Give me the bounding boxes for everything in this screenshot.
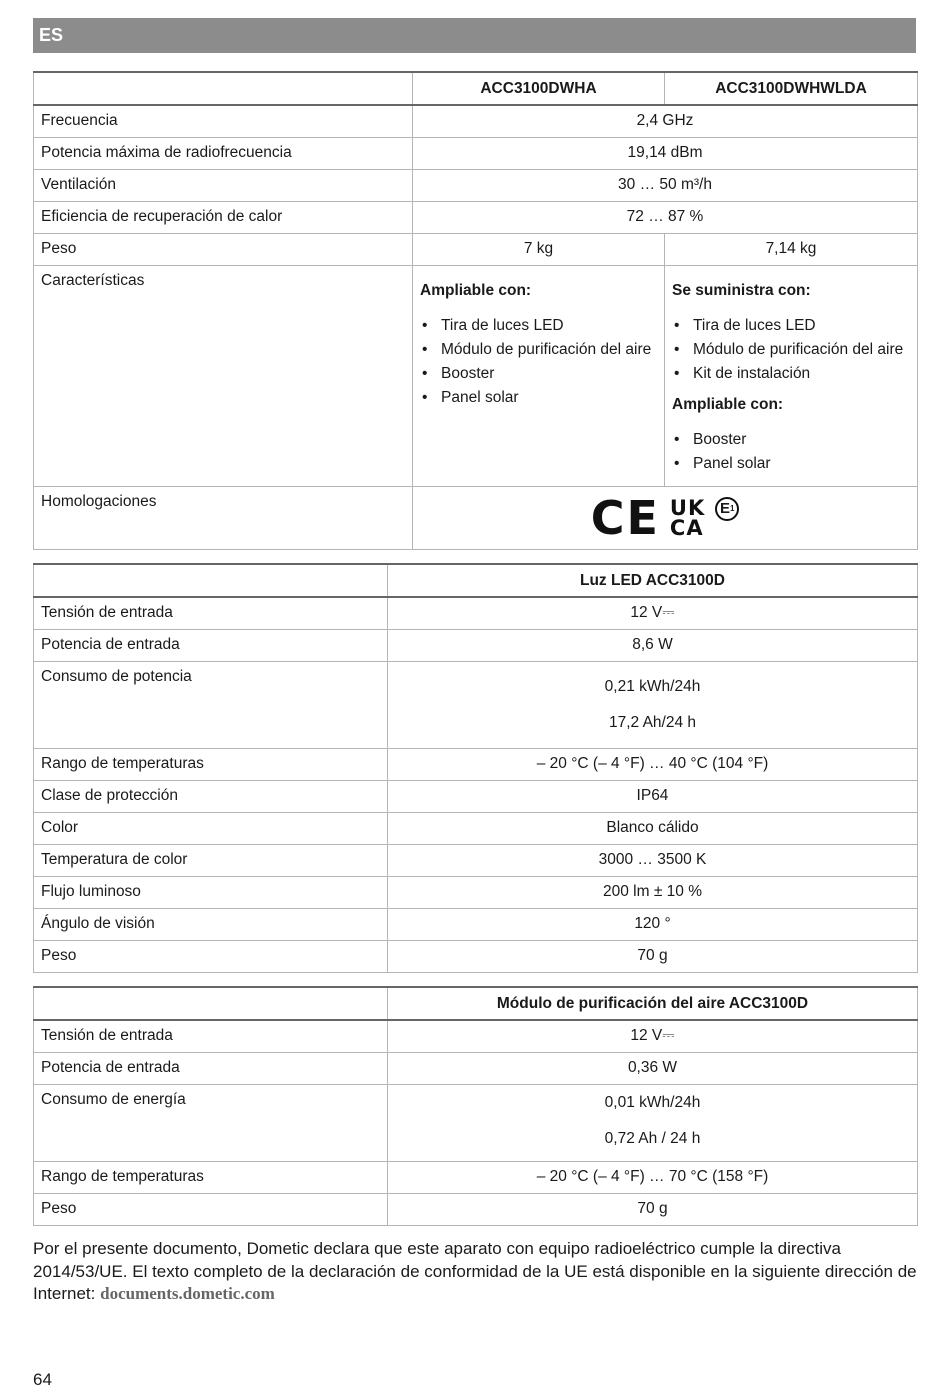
table-row: [34, 1193, 918, 1225]
table-row: [34, 201, 918, 233]
row-label: Clase de protección: [34, 780, 388, 812]
table-row: [34, 876, 918, 908]
row-value: – 20 °C (– 4 °F) … 70 °C (158 °F): [388, 1161, 918, 1193]
row-label: Tensión de entrada: [34, 1020, 388, 1052]
list-item: • Booster: [420, 362, 657, 386]
features-list: [420, 314, 657, 410]
table-row: [34, 780, 918, 812]
table-row: [34, 1052, 918, 1084]
row-label: Rango de temperaturas: [34, 1161, 388, 1193]
table-header-row: [34, 72, 918, 105]
list-item: • Panel solar: [672, 452, 910, 476]
row-value: [388, 1084, 918, 1161]
weight-value-2: 7,14 kg: [665, 233, 918, 265]
list-item: • Tira de luces LED: [672, 314, 910, 338]
row-value: 200 lm ± 10 %: [388, 876, 918, 908]
table-row: [34, 597, 918, 629]
ukca-mark-icon: [669, 495, 706, 540]
features-row: [34, 265, 918, 486]
table-row: [34, 812, 918, 844]
e-mark-icon: [715, 497, 739, 521]
list-item: • Panel solar: [420, 386, 657, 410]
features-title: Ampliable con:: [420, 281, 532, 299]
table-row: [34, 233, 918, 265]
row-value: 0,36 W: [388, 1052, 918, 1084]
spec-table-heat-recovery: [33, 71, 918, 550]
features-col-1: [413, 265, 665, 486]
declaration-text: Por el presente documento, Dometic declara que este aparato con equipo radioeléctrico cumple la directiva 2014/53/UE. El texto completo de la declaración de conformidad de la UE está disponible en la siguiente dirección de Internet:: [33, 1239, 917, 1303]
row-label: Potencia máxima de radiofrecuencia: [34, 137, 413, 169]
row-value: 70 g: [388, 940, 918, 972]
approvals-row: [34, 486, 918, 549]
list-item: • Kit de instalación: [672, 362, 910, 386]
consumption-kwh: 0,21 kWh/24h: [604, 677, 701, 695]
table-row: [34, 137, 918, 169]
row-label: Consumo de potencia: [34, 661, 388, 748]
list-item: • Módulo de purificación del aire: [420, 338, 657, 362]
row-value: – 20 °C (– 4 °F) … 40 °C (104 °F): [388, 748, 918, 780]
table-row: [34, 661, 918, 748]
row-label: Potencia de entrada: [34, 629, 388, 661]
table-row: [34, 908, 918, 940]
row-label: Peso: [34, 233, 413, 265]
list-item: • Booster: [672, 428, 910, 452]
table-row: [34, 1084, 918, 1161]
table-header-row: [34, 564, 918, 597]
row-label: Color: [34, 812, 388, 844]
table-header-row: [34, 987, 918, 1020]
row-value: 2,4 GHz: [413, 105, 918, 137]
page-number: 64: [33, 1370, 52, 1389]
header-product: Luz LED ACC3100D: [388, 564, 918, 597]
row-value: 72 … 87 %: [413, 201, 918, 233]
spec-table-air-purifier: [33, 986, 918, 1226]
table-row: [34, 1161, 918, 1193]
row-value: 30 … 50 m³/h: [413, 169, 918, 201]
row-label: Flujo luminoso: [34, 876, 388, 908]
table-row: [34, 1020, 918, 1052]
row-value: IP64: [388, 780, 918, 812]
row-value: 12 V⎓: [388, 1020, 918, 1052]
row-value: 70 g: [388, 1193, 918, 1225]
row-value: [388, 661, 918, 748]
header-model-2: ACC3100DWHWLDA: [665, 72, 918, 105]
header-empty-cell: [34, 72, 413, 105]
consumption-ah: 17,2 Ah/24 h: [608, 713, 697, 731]
approval-marks-cell: [413, 486, 918, 549]
features-title: Se suministra con:: [672, 281, 811, 299]
list-item: • Tira de luces LED: [420, 314, 657, 338]
features-title: Ampliable con:: [672, 395, 784, 413]
features-list: [672, 428, 910, 476]
consumption-kwh: 0,01 kWh/24h: [604, 1093, 701, 1111]
row-label: Tensión de entrada: [34, 597, 388, 629]
table-row: [34, 169, 918, 201]
row-value: 19,14 dBm: [413, 137, 918, 169]
row-label: Características: [34, 265, 413, 486]
row-label: Peso: [34, 940, 388, 972]
weight-value-1: 7 kg: [413, 233, 665, 265]
table-row: [34, 748, 918, 780]
ukca-top: UK: [669, 495, 706, 520]
row-label: Ángulo de visión: [34, 908, 388, 940]
table-row: [34, 629, 918, 661]
row-value: Blanco cálido: [388, 812, 918, 844]
language-code: ES: [39, 25, 64, 45]
conformity-declaration: [33, 1238, 923, 1306]
row-label: Rango de temperaturas: [34, 748, 388, 780]
ukca-bottom: CA: [669, 515, 704, 540]
declaration-url[interactable]: documents.dometic.com: [100, 1284, 275, 1303]
row-value: 3000 … 3500 K: [388, 844, 918, 876]
table-row: [34, 105, 918, 137]
row-label: Peso: [34, 1193, 388, 1225]
row-label: Potencia de entrada: [34, 1052, 388, 1084]
e-mark-number: 1: [730, 504, 735, 513]
row-label: Homologaciones: [34, 486, 413, 549]
table-row: [34, 940, 918, 972]
spec-table-led-light: [33, 563, 918, 973]
row-label: Consumo de energía: [34, 1084, 388, 1161]
row-label: Temperatura de color: [34, 844, 388, 876]
ce-mark-icon: CE: [590, 490, 660, 545]
header-empty-cell: [34, 987, 388, 1020]
header-model-1: ACC3100DWHA: [413, 72, 665, 105]
features-col-2: [665, 265, 918, 486]
list-item: • Módulo de purificación del aire: [672, 338, 910, 362]
row-label: Ventilación: [34, 169, 413, 201]
header-product: Módulo de purificación del aire ACC3100D: [388, 987, 918, 1020]
row-label: Eficiencia de recuperación de calor: [34, 201, 413, 233]
features-list: [672, 314, 910, 386]
table-row: [34, 844, 918, 876]
row-value: 8,6 W: [388, 629, 918, 661]
header-empty-cell: [34, 564, 388, 597]
row-value: 120 °: [388, 908, 918, 940]
row-value: 12 V⎓: [388, 597, 918, 629]
e-mark-letter: E: [720, 500, 731, 517]
approval-marks: [420, 490, 910, 545]
row-label: Frecuencia: [34, 105, 413, 137]
consumption-ah: 0,72 Ah / 24 h: [604, 1129, 701, 1147]
language-bar: [33, 18, 916, 53]
